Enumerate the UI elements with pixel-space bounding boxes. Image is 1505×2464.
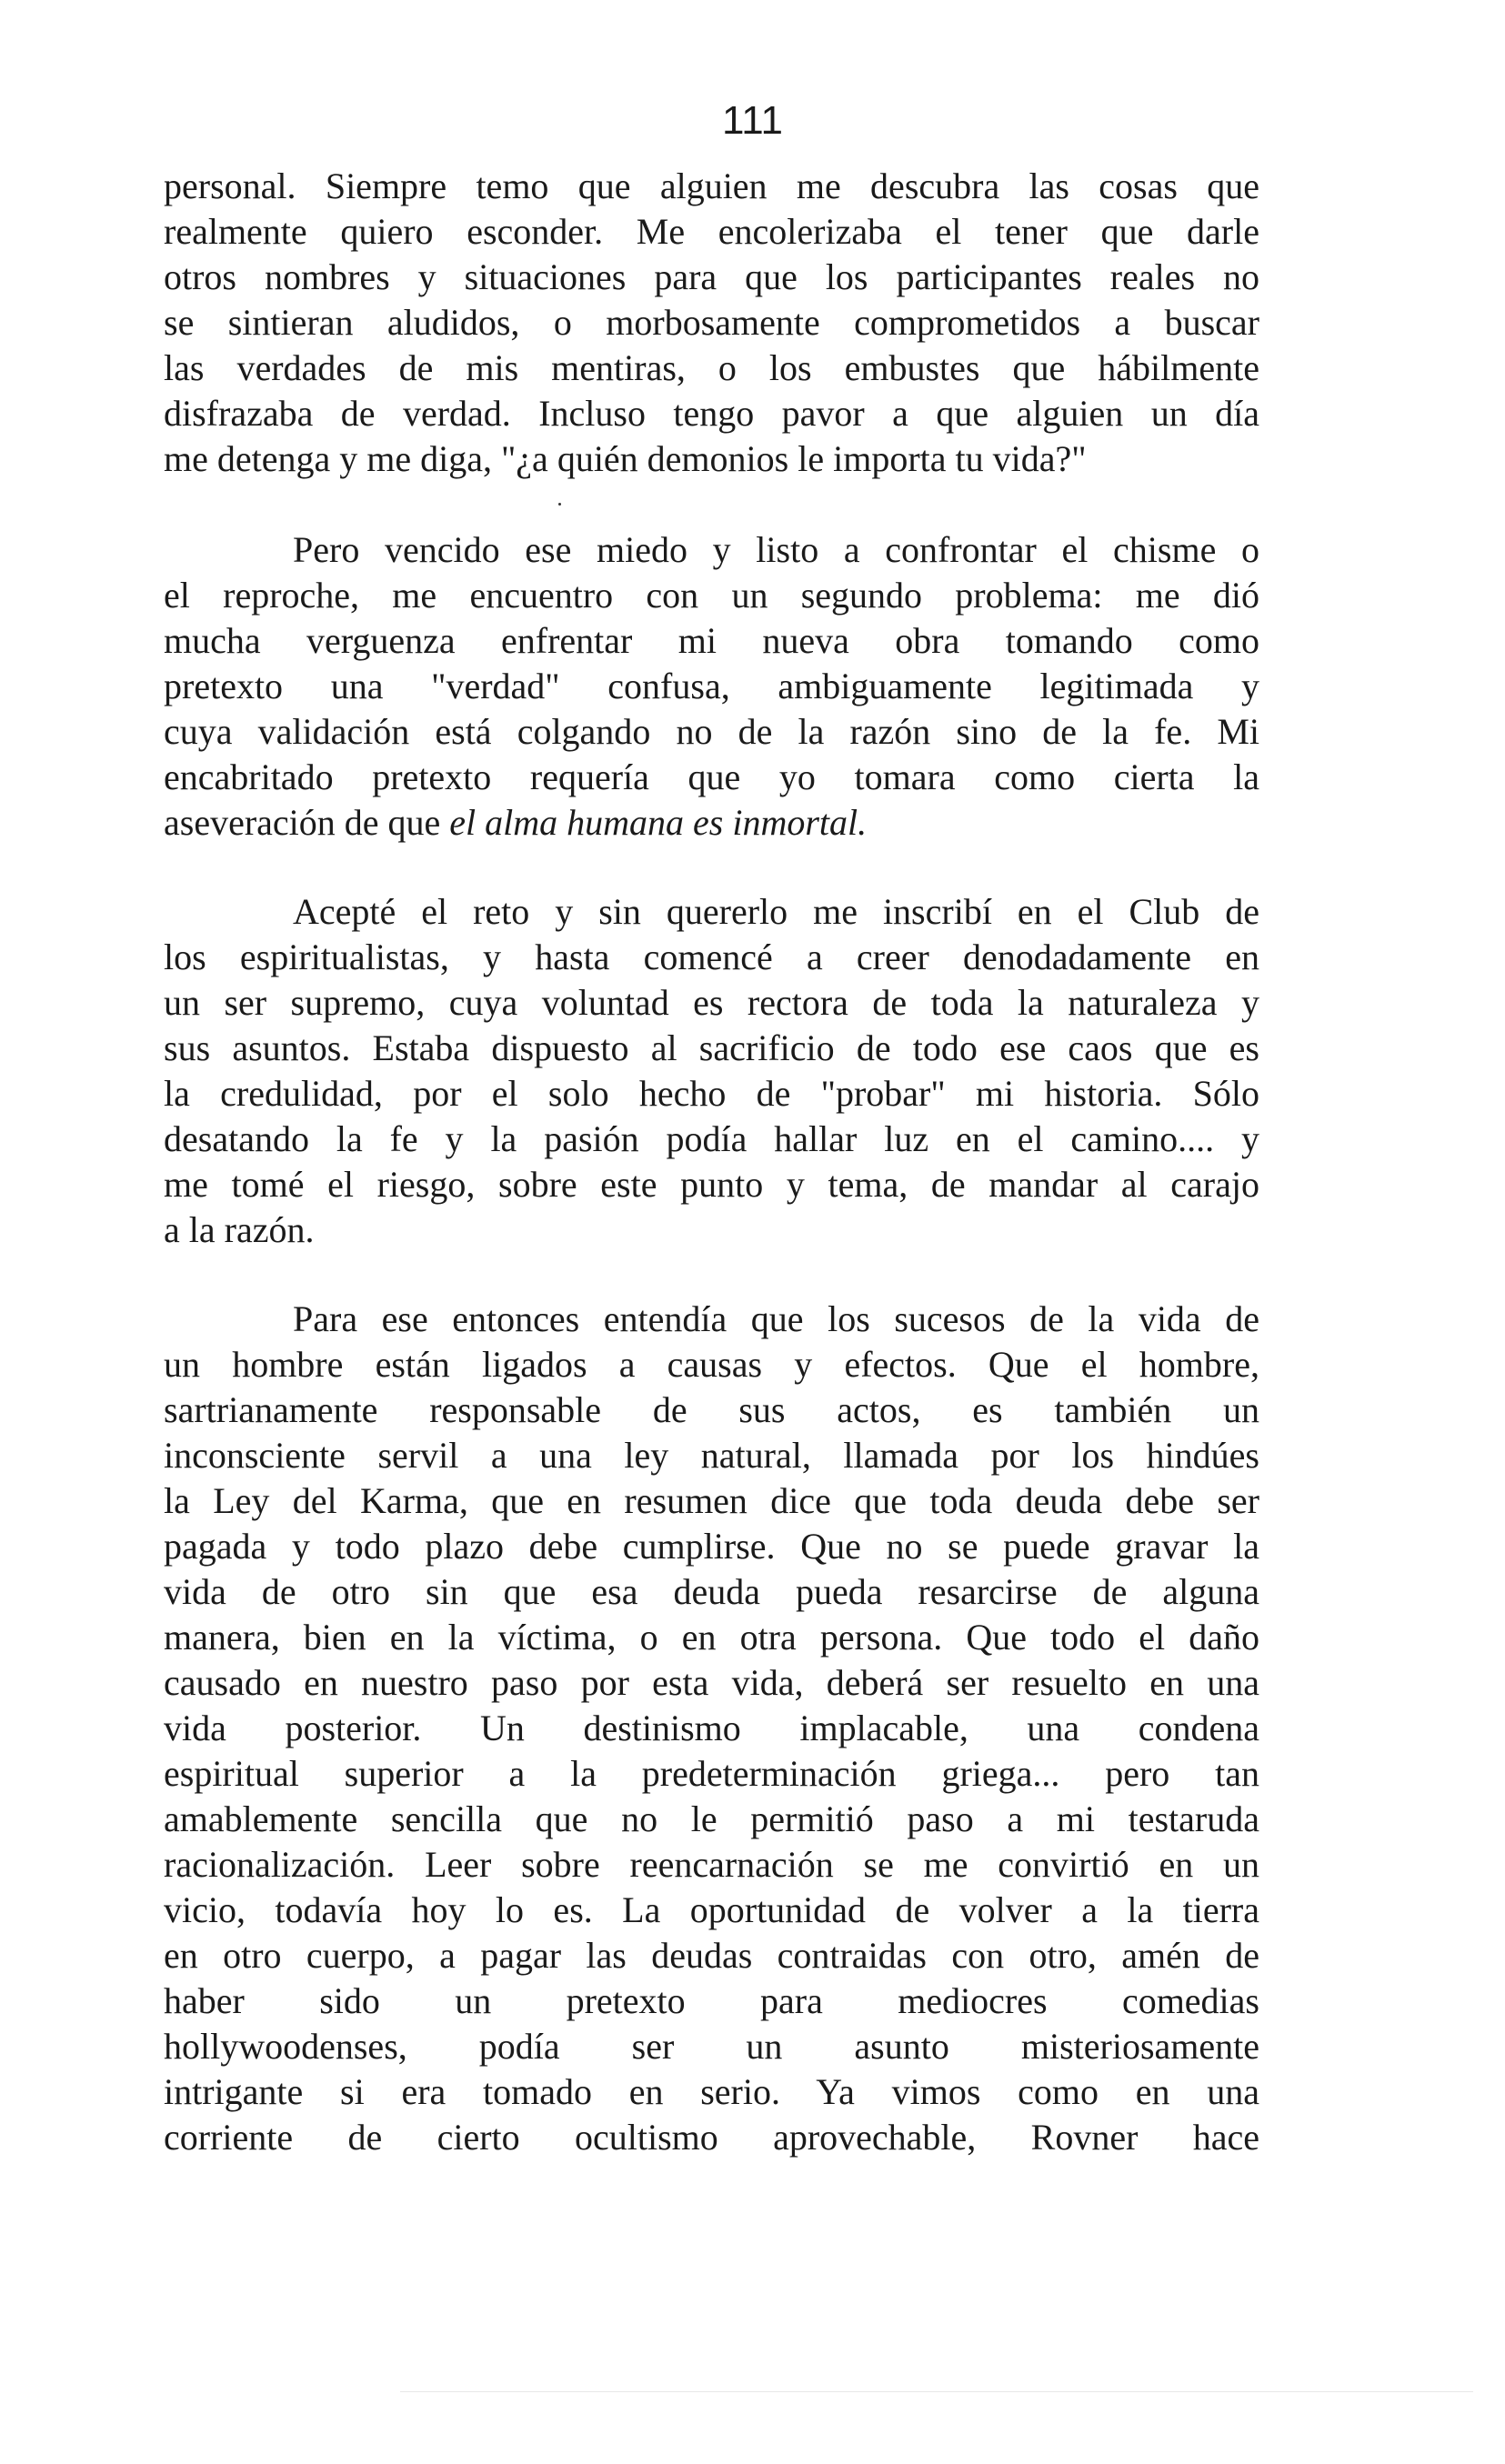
text-line: haber sido un pretexto para mediocres comedias <box>164 1980 1259 2021</box>
text-line: espiritual superior a la predeterminación griega... pero tan <box>164 1753 1259 1794</box>
text-line: otros nombres y situaciones para que los participantes reales no <box>164 256 1259 297</box>
text-line: vida posterior. Un destinismo implacable, una condena <box>164 1708 1259 1748</box>
text-line: vicio, todavía hoy lo es. La oportunidad de volver a la tierra <box>164 1889 1259 1930</box>
text-line: hollywoodenses, podía ser un asunto misteriosamente <box>164 2026 1259 2067</box>
text-line: disfrazaba de verdad. Incluso tengo pavor a que alguien un día <box>164 393 1259 434</box>
text-line: sartrianamente responsable de sus actos, es también un <box>164 1389 1259 1430</box>
text-line: sus asuntos. Estaba dispuesto al sacrificio de todo ese caos que es <box>164 1027 1259 1068</box>
text-line: causado en nuestro paso por esta vida, deberá ser resuelto en una <box>164 1662 1259 1703</box>
text-line: manera, bien en la víctima, o en otra persona. Que todo el daño <box>164 1617 1259 1658</box>
text-line: un hombre están ligados a causas y efectos. Que el hombre, <box>164 1344 1259 1385</box>
text-line: la Ley del Karma, que en resumen dice que toda deuda debe ser <box>164 1480 1259 1521</box>
text-line: un ser supremo, cuya voluntad es rectora de toda la naturaleza y <box>164 982 1259 1023</box>
stray-mark <box>558 503 561 506</box>
text-line: pretexto una "verdad" confusa, ambiguamente legitimada y <box>164 666 1259 706</box>
text-line: desatando la fe y la pasión podía hallar luz en el camino.... y <box>164 1118 1259 1159</box>
text-line: en otro cuerpo, a pagar las deudas contraidas con otro, amén de <box>164 1935 1259 1976</box>
paragraph-1 <box>164 164 1259 482</box>
text-line: intrigante si era tomado en serio. Ya vimos como en una <box>164 2071 1259 2112</box>
text-line: realmente quiero esconder. Me encolerizaba el tener que darle <box>164 211 1259 252</box>
text-fragment: aseveración de que <box>164 802 450 843</box>
text-line: corriente de cierto ocultismo aprovechable, Rovner hace <box>164 2117 1259 2158</box>
text-line: me tomé el riesgo, sobre este punto y tema, de mandar al carajo <box>164 1164 1259 1205</box>
text-line: pagada y todo plazo debe cumplirse. Que no se puede gravar la <box>164 1526 1259 1567</box>
page-number: 111 <box>722 98 783 143</box>
text-line: cuya validación está colgando no de la razón sino de la fe. Mi <box>164 711 1259 752</box>
text-line: amablemente sencilla que no le permitió paso a mi testaruda <box>164 1798 1259 1839</box>
text-line: mucha verguenza enfrentar mi nueva obra tomando como <box>164 620 1259 661</box>
text-line: Pero vencido ese miedo y listo a confrontar el chisme o <box>293 529 1259 570</box>
paragraph-4 <box>164 1297 1259 2160</box>
text-line: la credulidad, por el solo hecho de "probar" mi historia. Sólo <box>164 1073 1259 1114</box>
scan-edge-line <box>400 2391 1473 2392</box>
text-line <box>164 800 1259 846</box>
text-line: personal. Siempre temo que alguien me descubra las cosas que <box>164 165 1259 206</box>
text-line: a la razón. <box>164 1209 315 1250</box>
text-line: Para ese entonces entendía que los sucesos de la vida de <box>293 1298 1259 1339</box>
paragraph-2 <box>164 527 1259 846</box>
text-line: el reproche, me encuentro con un segundo problema: me dió <box>164 575 1259 616</box>
text-line: encabritado pretexto requería que yo tomara como cierta la <box>164 756 1259 797</box>
text-line: me detenga y me diga, "¿a quién demonios le importa tu vida?" <box>164 438 1087 479</box>
text-line: las verdades de mis mentiras, o los embustes que hábilmente <box>164 347 1259 388</box>
paragraph-3 <box>164 889 1259 1253</box>
text-line: se sintieran aludidos, o morbosamente comprometidos a buscar <box>164 302 1259 343</box>
emphasized-text: el alma humana es inmortal. <box>449 802 868 843</box>
text-line: Acepté el reto y sin quererlo me inscribí en el Club de <box>293 891 1259 932</box>
text-line: vida de otro sin que esa deuda pueda resarcirse de alguna <box>164 1571 1259 1612</box>
text-line: los espiritualistas, y hasta comencé a creer denodadamente en <box>164 937 1259 977</box>
text-line: racionalización. Leer sobre reencarnación se me convirtió en un <box>164 1844 1259 1885</box>
text-line: inconsciente servil a una ley natural, llamada por los hindúes <box>164 1435 1259 1476</box>
